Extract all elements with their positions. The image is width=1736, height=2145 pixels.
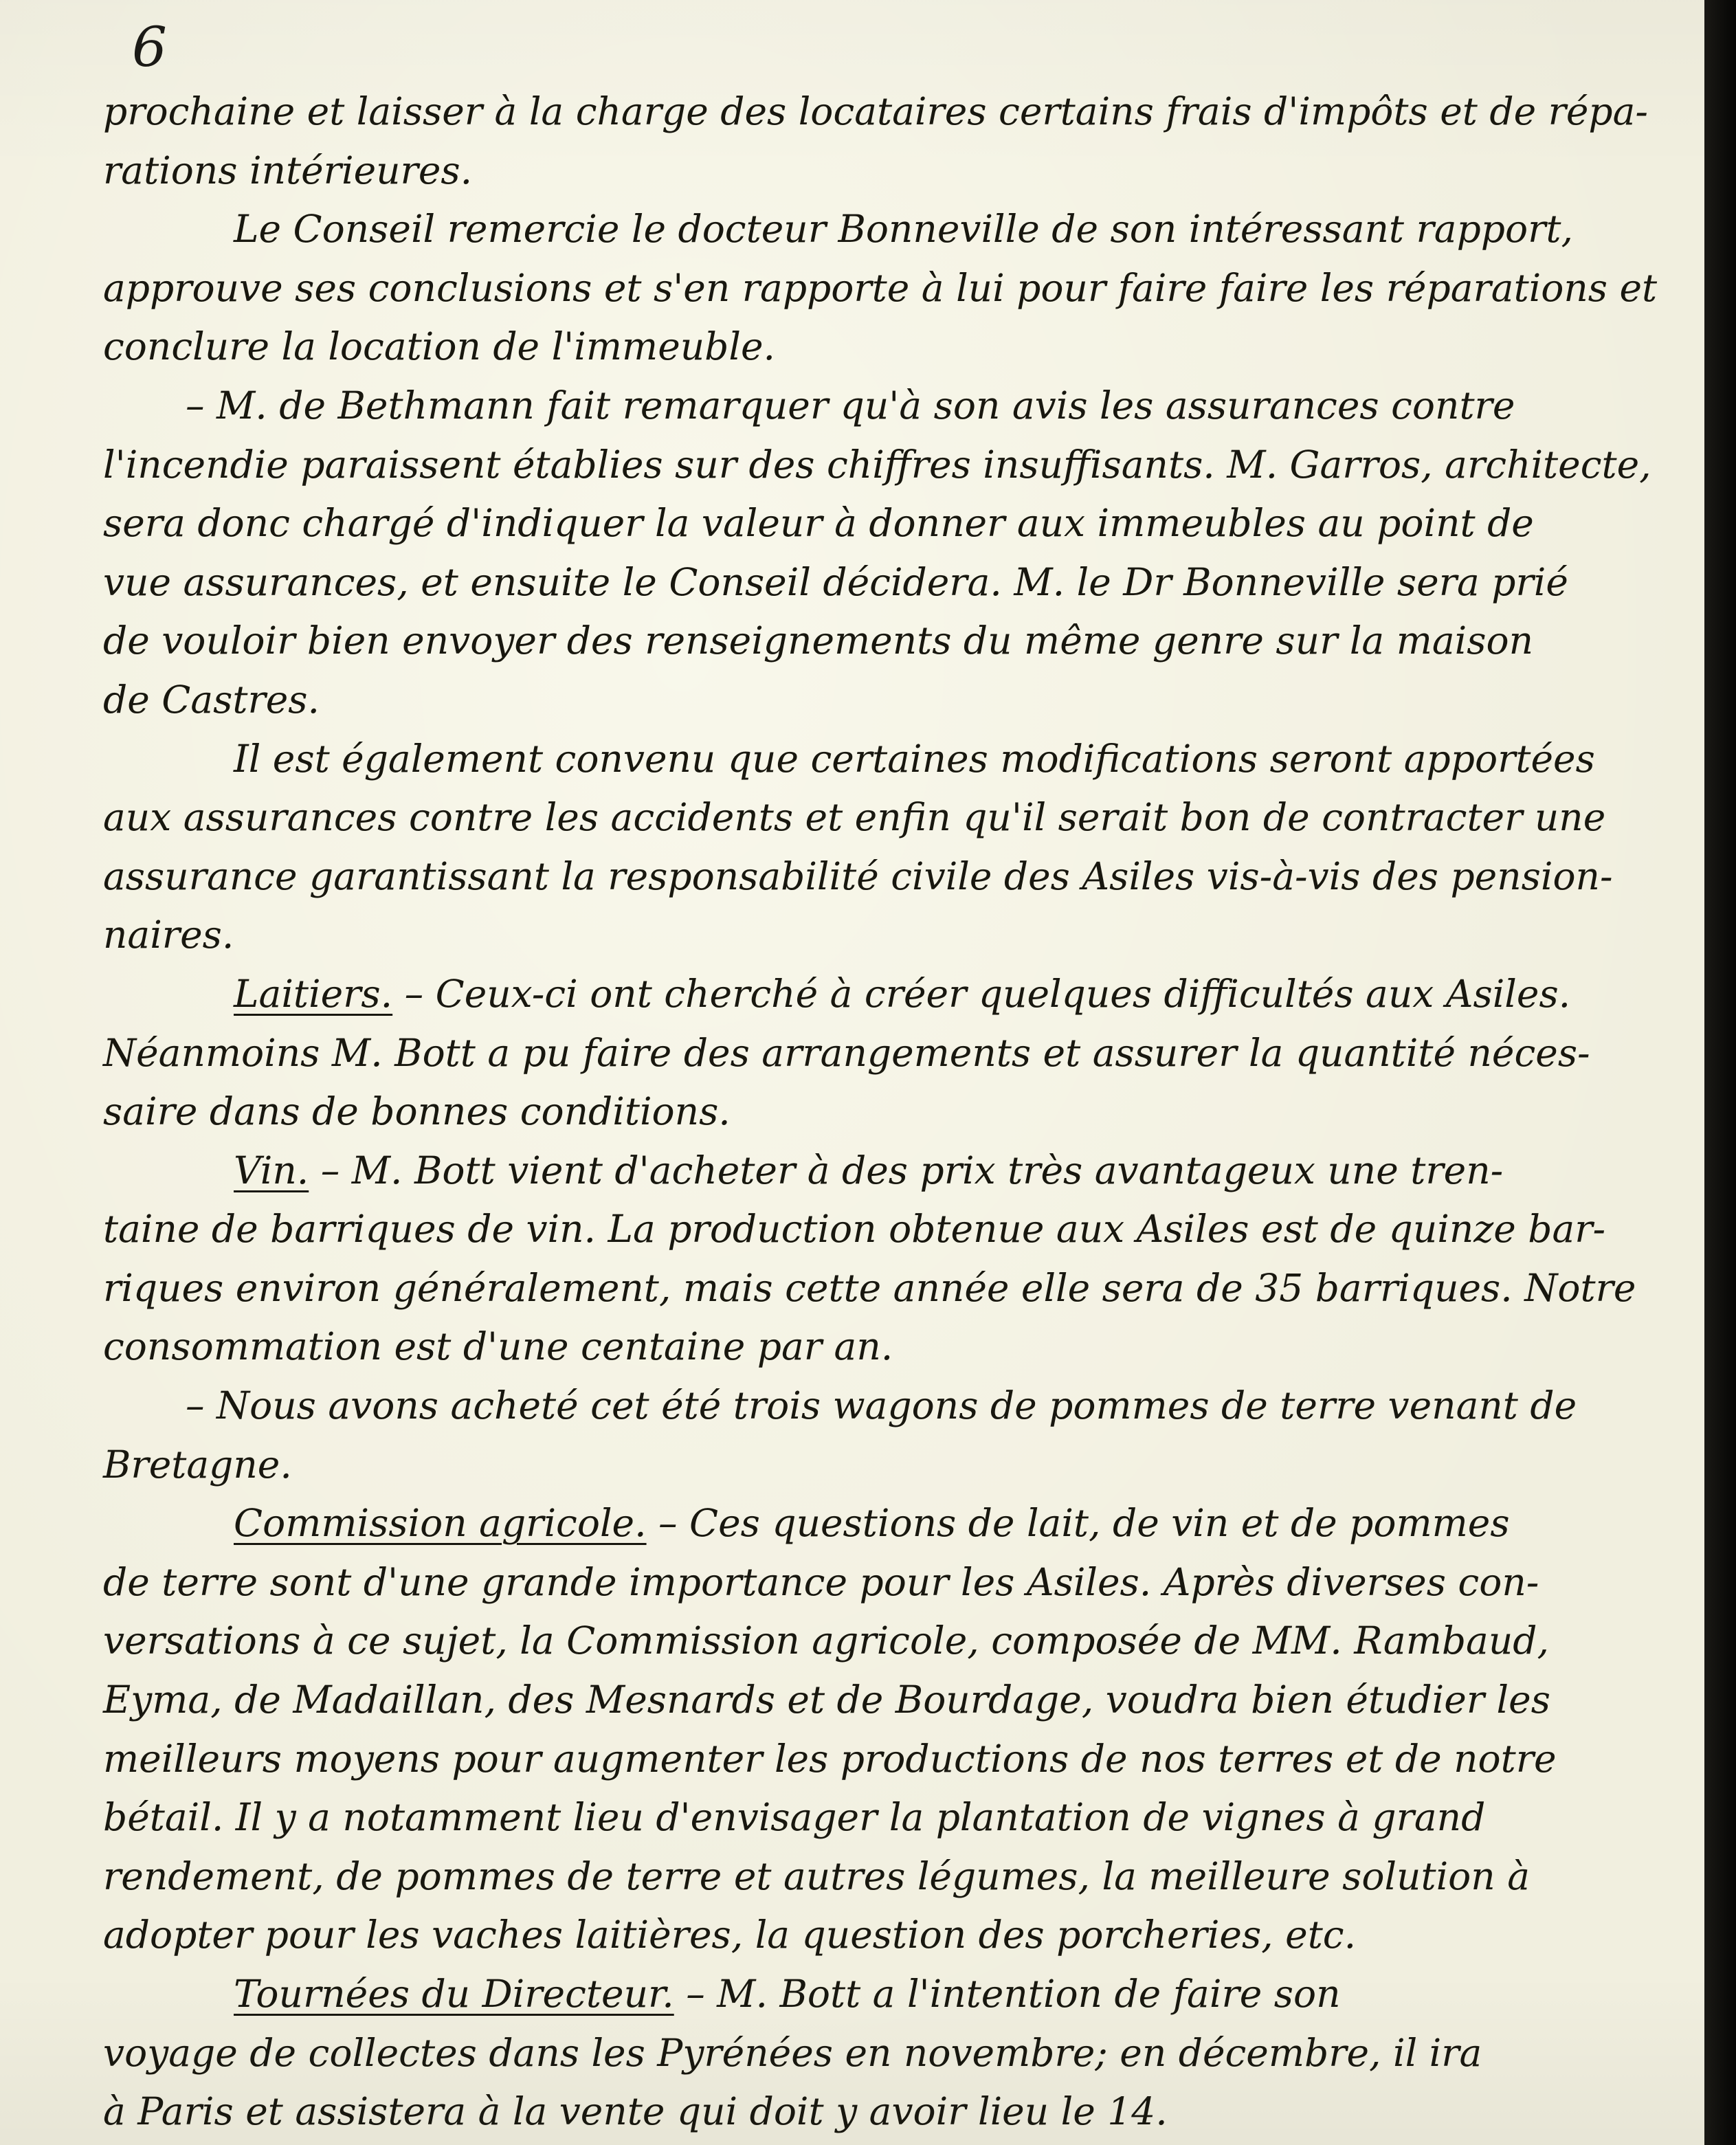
text-line xyxy=(103,494,1643,553)
text-line xyxy=(103,1024,1643,1083)
section-heading: Commission agricole. xyxy=(234,1501,647,1546)
text-line xyxy=(103,2024,1643,2083)
text-line xyxy=(103,1200,1643,1259)
text-line xyxy=(103,1671,1643,1730)
line-text: rations intérieures. xyxy=(103,148,473,192)
line-text: saire dans de bonnes conditions. xyxy=(103,1089,731,1134)
line-text: consommation est d'une centaine par an. xyxy=(103,1324,893,1369)
text-line xyxy=(103,82,1649,142)
line-text: vue assurances, et ensuite le Conseil décidera. M. le Dr Bonneville sera prié xyxy=(103,559,1568,604)
line-text: Bretagne. xyxy=(103,1442,292,1487)
text-line xyxy=(103,553,1643,612)
line-text: l'incendie paraissent établies sur des chiffres insuffisants. M. Garros, architecte, xyxy=(103,442,1651,487)
line-text: meilleurs moyens pour augmenter les productions de nos terres et de notre xyxy=(103,1736,1557,1781)
line-text: approuve ses conclusions et s'en rapporte à lui pour faire faire les réparations et xyxy=(103,265,1658,310)
text-line xyxy=(103,1259,1643,1318)
line-text: Néanmoins M. Bott a pu faire des arrangements et assurer la quantité néces- xyxy=(103,1030,1590,1075)
line-text: naires. xyxy=(103,913,234,957)
line-text: – Nous avons acheté cet été trois wagons de pommes de terre venant de xyxy=(186,1383,1577,1428)
line-text: – Ceux-ci ont cherché à créer quelques difficultés aux Asiles. xyxy=(392,971,1571,1016)
text-line xyxy=(103,1082,1643,1142)
line-text: – M. de Bethmann fait remarquer qu'à son avis les assurances contre xyxy=(186,383,1515,427)
text-line xyxy=(103,965,1643,1024)
line-text: – Ces questions de lait, de vin et de pommes xyxy=(646,1501,1510,1546)
text-line xyxy=(103,1318,1643,1377)
line-text: de Castres. xyxy=(103,677,320,722)
text-line xyxy=(103,1730,1643,1789)
line-text: prochaine et laisser à la charge des locataires certains frais d'impôts et de répa- xyxy=(103,89,1649,133)
text-line xyxy=(103,1906,1643,1965)
line-text: conclure la location de l'immeuble. xyxy=(103,324,775,369)
scan-edge xyxy=(1704,0,1736,2145)
line-text: bétail. Il y a notamment lieu d'envisager la plantation de vignes à grand xyxy=(103,1795,1486,1840)
page-number: 6 xyxy=(132,15,167,79)
line-text: de vouloir bien envoyer des renseignements du même genre sur la maison xyxy=(103,619,1534,663)
text-line xyxy=(103,788,1643,847)
text-line xyxy=(103,1612,1643,1671)
text-line xyxy=(103,142,1643,201)
text-line xyxy=(103,847,1643,907)
text-line xyxy=(103,612,1643,671)
section-heading: Laitiers. xyxy=(234,971,393,1016)
text-line xyxy=(103,377,1643,436)
line-text: Eyma, de Madaillan, des Mesnards et de Bourdage, voudra bien étudier les xyxy=(103,1678,1550,1722)
line-text: – M. Bott a l'intention de faire son xyxy=(674,1972,1341,2016)
text-line xyxy=(103,1436,1643,1495)
text-line xyxy=(103,1553,1643,1612)
handwritten-text-body xyxy=(103,82,1658,2142)
text-line xyxy=(103,318,1643,377)
text-line xyxy=(103,730,1643,789)
line-text: taine de barriques de vin. La production obtenue aux Asiles est de quinze bar- xyxy=(103,1207,1606,1252)
line-text: versations à ce sujet, la Commission agricole, composée de MM. Rambaud, xyxy=(103,1619,1549,1663)
text-line xyxy=(103,1142,1643,1201)
line-text: Il est également convenu que certaines modifications seront apportées xyxy=(234,736,1595,781)
line-text: à Paris et assistera à la vente qui doit y avoir lieu le 14. xyxy=(103,2089,1168,2134)
text-line xyxy=(103,1494,1643,1553)
line-text: assurance garantissant la responsabilité civile des Asiles vis-à-vis des pension- xyxy=(103,854,1613,898)
text-line xyxy=(103,200,1643,259)
text-line xyxy=(103,2082,1643,2142)
text-line xyxy=(103,1847,1643,1907)
text-line xyxy=(103,436,1651,495)
line-text: aux assurances contre les accidents et enfin qu'il serait bon de contracter une xyxy=(103,795,1606,840)
line-text: sera donc chargé d'indiquer la valeur à donner aux immeubles au point de xyxy=(103,501,1534,546)
text-line xyxy=(103,1965,1643,2024)
line-text: de terre sont d'une grande importance pour les Asiles. Après diverses con- xyxy=(103,1559,1539,1604)
line-text: – M. Bott vient d'acheter à des prix très avantageux une tren- xyxy=(309,1148,1504,1192)
section-heading: Vin. xyxy=(234,1148,309,1192)
line-text: riques environ généralement, mais cette année elle sera de 35 barriques. Notre xyxy=(103,1265,1636,1310)
text-line xyxy=(103,1788,1643,1847)
text-line xyxy=(103,259,1658,318)
line-text: adopter pour les vaches laitières, la question des porcheries, etc. xyxy=(103,1913,1357,1957)
text-line xyxy=(103,671,1643,730)
line-text: voyage de collectes dans les Pyrénées en novembre; en décembre, il ira xyxy=(103,2030,1482,2075)
section-heading: Tournées du Directeur. xyxy=(234,1972,674,2016)
line-text: Le Conseil remercie le docteur Bonneville de son intéressant rapport, xyxy=(234,207,1573,252)
line-text: rendement, de pommes de terre et autres légumes, la meilleure solution à xyxy=(103,1854,1530,1898)
text-line xyxy=(103,1377,1643,1436)
text-line xyxy=(103,906,1643,965)
